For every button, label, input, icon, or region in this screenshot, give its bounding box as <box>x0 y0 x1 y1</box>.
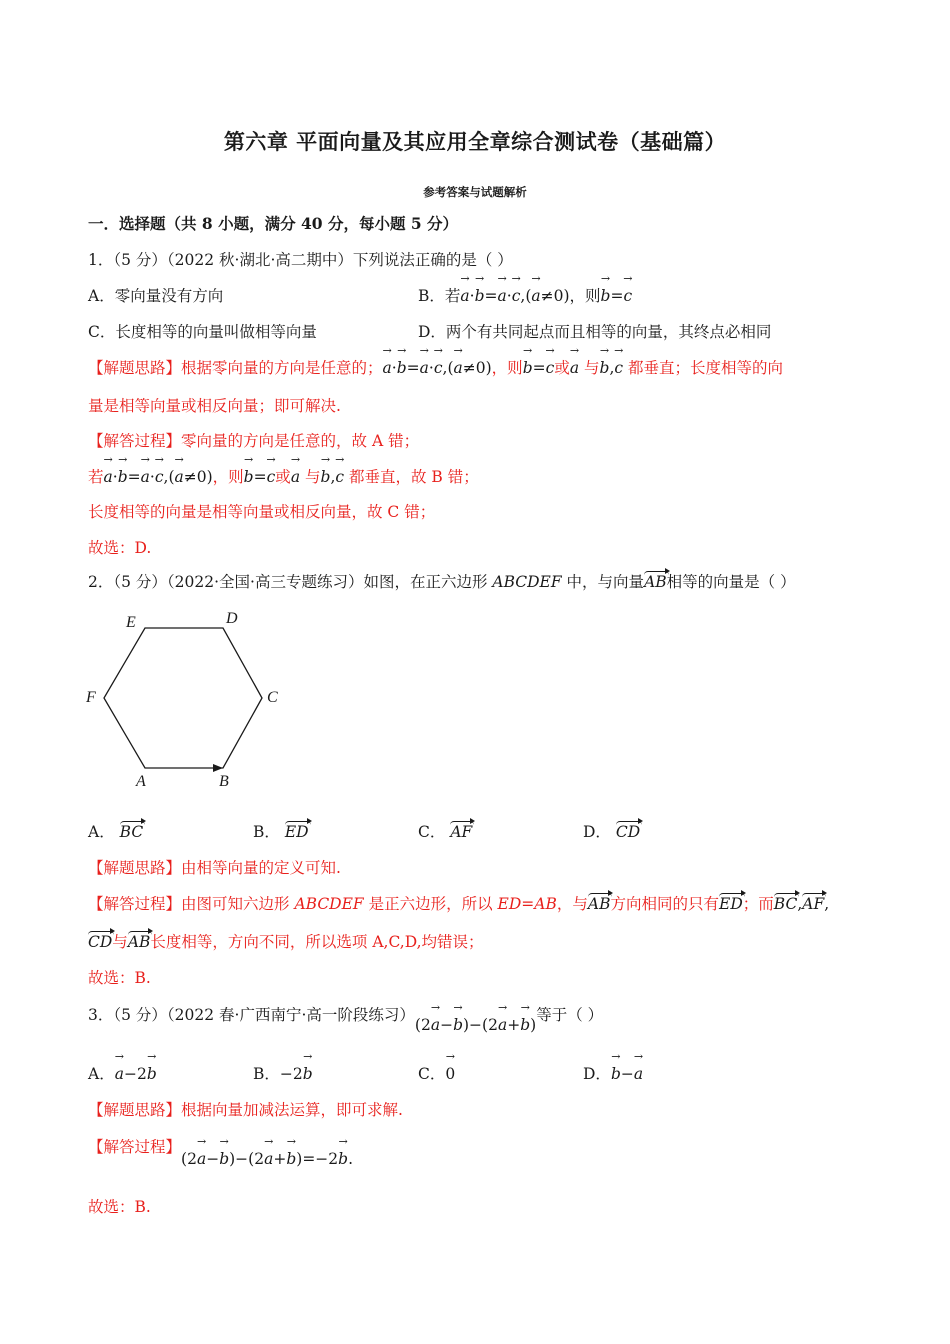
q2-idea-label: 【解题思路】 <box>88 859 182 877</box>
q2-stem: 2．（5 分）（2022·全国·高三专题练习）如图，在正六边形 ABCDEF 中，与向量AB相等的向量是（ ） <box>88 573 796 591</box>
q2-process-line2: CD与AB长度相等，方向不同，所以选项 A,C,D,均错误； <box>88 933 484 951</box>
vertex-label-e: E <box>126 614 136 631</box>
q2-process-label: 【解答过程】 <box>88 895 182 913</box>
q1-stem: 1．（5 分）（2022 秋·湖北·高二期中）下列说法正确的是（ ） <box>88 251 513 269</box>
q1-process-line3: 长度相等的向量是相等向量或相反向量，故 C 错； <box>88 503 436 521</box>
q1-option-c: C．长度相等的向量叫做相等向量 <box>88 323 317 341</box>
q1-process: 【解答过程】零向量的方向是任意的，故 A 错； <box>88 432 420 450</box>
q1-option-a: A．零向量没有方向 <box>88 287 224 305</box>
vertex-label-a: A <box>136 773 146 790</box>
page-subtitle: 参考答案与试题解析 <box>423 185 527 199</box>
section-heading: 一．选择题（共 8 小题，满分 40 分，每小题 5 分） <box>88 214 459 233</box>
q1-option-d: D．两个有共同起点而且相等的向量，其终点必相同 <box>418 323 772 341</box>
q1-idea-label: 【解题思路】 <box>88 359 182 377</box>
hexagon-figure <box>80 605 290 790</box>
q2-option-d: D． CD <box>583 823 641 841</box>
q2-option-b: B． ED <box>253 823 309 841</box>
q1-process-line2: 若→ a·→ b=→ a·→ c,(→ a≠0)，则→ b=→ c或→ a 与→ b,→ c 都垂直，故 B 错； <box>88 466 479 488</box>
q1-idea-line2: 量是相等向量或相反向量；即可解决. <box>88 397 341 415</box>
q3-idea-label: 【解题思路】 <box>88 1101 182 1119</box>
q2-idea: 【解题思路】由相等向量的定义可知. <box>88 859 341 877</box>
q2-option-c: C． AF <box>418 823 473 841</box>
q1-option-b: B．若→ a·→ b=→ a·→ c,(→ a≠0)，则→ b=→ c <box>418 285 632 307</box>
q3-stem: 3．（5 分）（2022 春·广西南宁·高一阶段练习）(2→ a−→ b)−(2→ a+→ b)等于（ ） <box>88 1004 603 1026</box>
q2-option-a: A． BC <box>88 823 144 841</box>
q3-option-d: D．→ b−→ a <box>583 1063 643 1085</box>
q2-answer: 故选：B. <box>88 969 151 987</box>
q3-answer: 故选：B. <box>88 1198 151 1216</box>
q3-idea: 【解题思路】根据向量加减法运算，即可求解. <box>88 1101 403 1119</box>
q3-process-label: 【解答过程】 <box>88 1138 182 1156</box>
q3-option-c: C．→ 0 <box>418 1063 455 1085</box>
vertex-label-d: D <box>226 610 238 627</box>
arrow-ab-head <box>213 764 223 772</box>
q2-process: 【解答过程】由图可知六边形 ABCDEF 是正六边形，所以 ED=AB，与AB方向相同的只有ED；而BC,AF, <box>88 895 830 913</box>
q1-idea: 【解题思路】根据零向量的方向是任意的；→ a·→ b=→ a·→ c,(→ a≠0)，则→ b=→ c或→ a 与→ b,→ c 都垂直；长度相等的向 <box>88 357 783 379</box>
q1-answer: 故选：D. <box>88 539 152 557</box>
vertex-label-b: B <box>219 773 229 790</box>
vertex-label-f: F <box>86 689 96 706</box>
q1-process-label: 【解答过程】 <box>88 432 182 450</box>
q3-option-a: A．→ a−2→ b <box>88 1063 157 1085</box>
vertex-label-c: C <box>267 689 278 706</box>
q3-process: 【解答过程】(2→ a−→ b)−(2→ a+→ b)=−2→ b. <box>88 1136 353 1158</box>
page-title: 第六章 平面向量及其应用全章综合测试卷（基础篇） <box>223 129 727 154</box>
hexagon-shape <box>104 628 262 768</box>
q3-option-b: B．−2→ b <box>253 1063 313 1085</box>
